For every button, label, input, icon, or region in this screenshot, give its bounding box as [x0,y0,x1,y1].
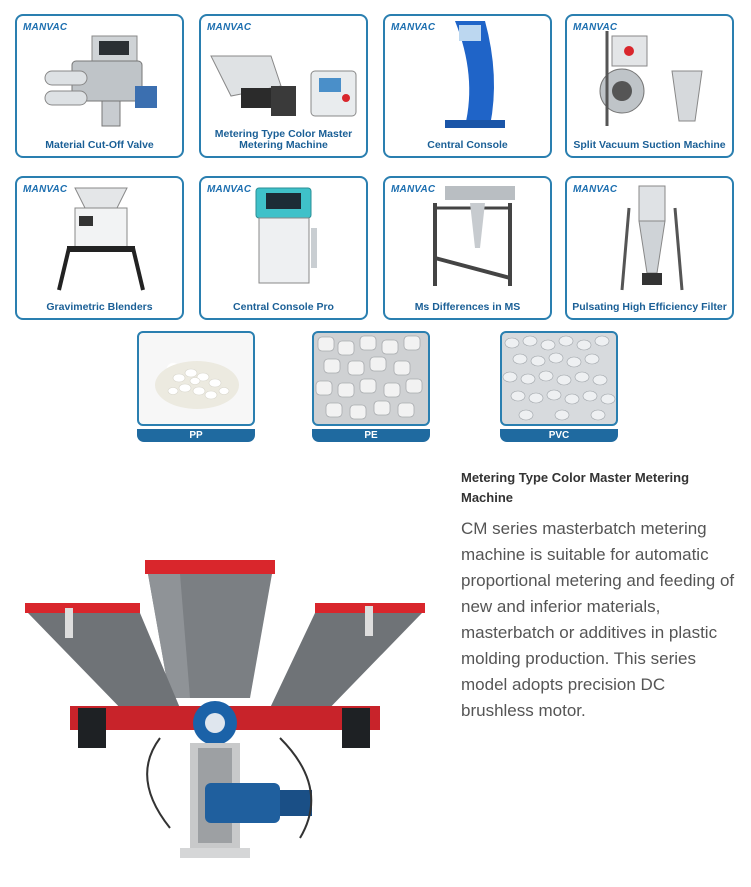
product-caption: Metering Type Color Master Metering Machine [214,128,353,151]
product-caption: Gravimetric Blenders [46,301,153,313]
gravimetric-blender-icon [17,178,182,298]
product-caption: Split Vacuum Suction Machine [573,139,726,151]
cutoff-valve-icon [17,16,182,136]
material-label: PP [137,429,255,442]
material-label: PVC [500,429,618,442]
pe-pellets-image [312,331,430,426]
pulsating-filter-icon [567,178,732,298]
product-caption: Pulsating High Efficiency Filter [572,301,727,313]
product-card-pulsating-filter[interactable] [565,176,734,320]
vacuum-suction-icon [567,16,732,136]
metering-machine-icon [201,16,366,136]
description-body: CM series masterbatch metering machine is suitable for automatic proportional metering and feeding of new and inferior materials, masterbatch or additives in plastic molding production. This series model adopts precision DC brushless motor. [461,519,735,720]
central-console-icon [385,16,550,136]
product-card-console-pro[interactable] [199,176,368,320]
product-card-gravimetric-blender[interactable] [15,176,184,320]
brand-logo: MANVAC [573,184,618,195]
product-caption: Central Console Pro [233,301,334,313]
pp-pellets-image [137,331,255,426]
pvc-pellets-image [500,331,618,426]
product-card-cutoff-valve[interactable] [15,14,184,158]
description-title: Metering Type Color Master Metering Machine [461,470,690,505]
ms-frame-icon [385,178,550,298]
material-pvc[interactable] [500,331,618,442]
product-card-central-console[interactable] [383,14,552,158]
product-card-ms-frame[interactable] [383,176,552,320]
metering-machine-photo [20,548,430,868]
brand-logo: MANVAC [573,22,618,33]
brand-logo: MANVAC [23,184,68,195]
product-card-metering-machine[interactable] [199,14,368,158]
brand-logo: MANVAC [391,22,436,33]
brand-logo: MANVAC [207,22,252,33]
product-caption: Central Console [427,139,508,151]
brand-logo: MANVAC [207,184,252,195]
product-caption: Material Cut-Off Valve [45,139,154,151]
material-pe[interactable] [312,331,430,442]
material-label: PE [312,429,430,442]
console-pro-icon [201,178,366,298]
material-pp[interactable] [137,331,255,442]
product-card-vacuum-suction[interactable] [565,14,734,158]
brand-logo: MANVAC [391,184,436,195]
product-caption: Ms Differences in MS [414,301,521,313]
brand-logo: MANVAC [23,22,68,33]
